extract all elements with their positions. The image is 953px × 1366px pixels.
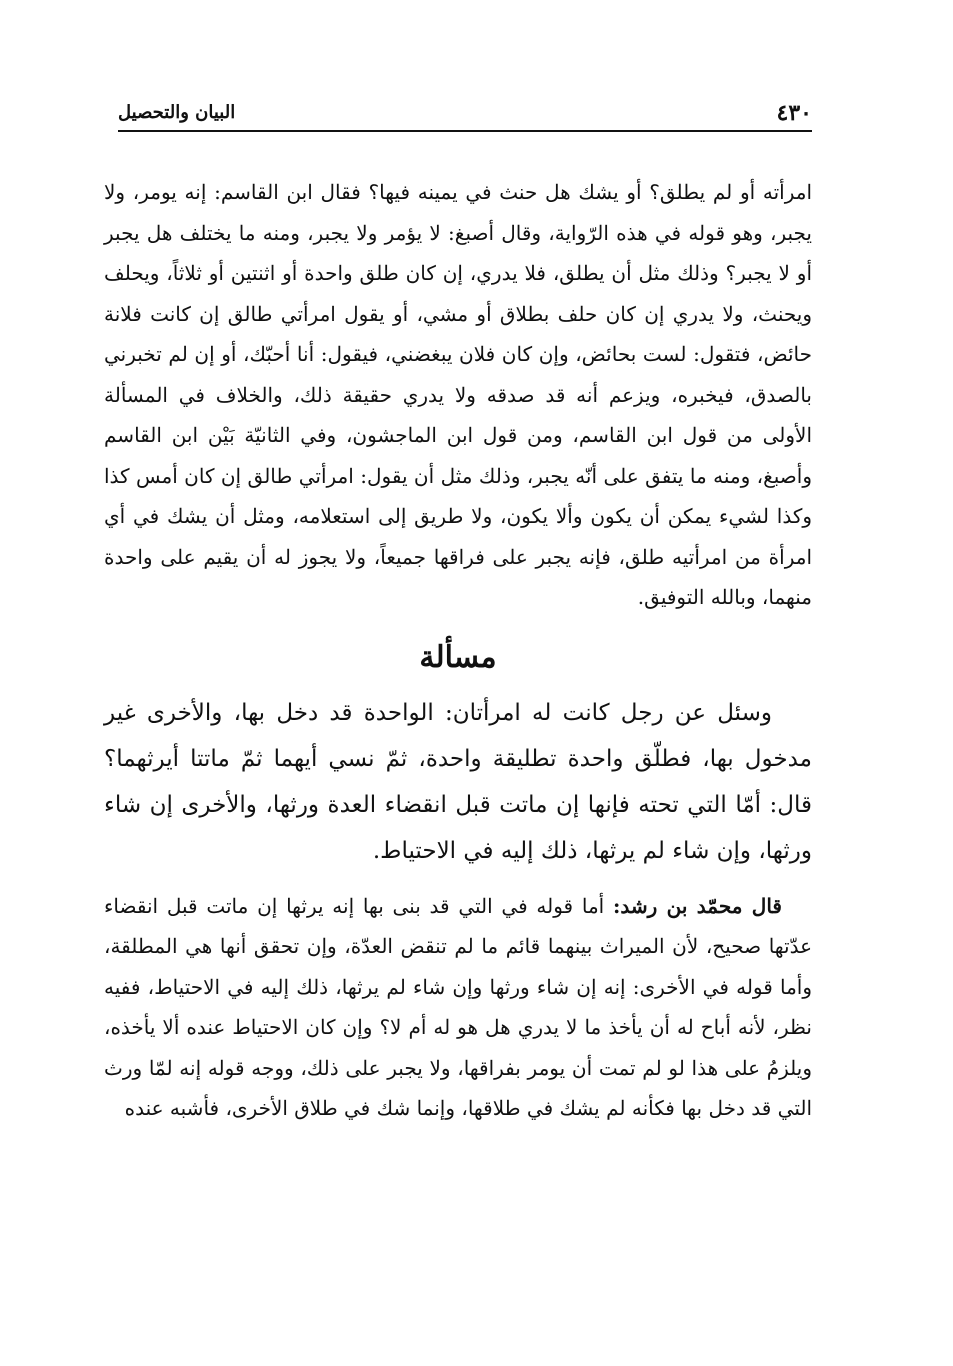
page-header <box>118 96 812 132</box>
question-paragraph: وسئل عن رجل كانت له امرأتان: الواحدة قد دخل بها، والأخرى غير مدخول بها، فطلّق واحدة تطليقة واحدة، ثمّ نسي أيهما ثمّ ماتتا أيرثهما؟قال: أمّا التي تحته فإنها إن ماتت قبل انقضاء العدة ورثها، والأخرى إن شاء ورثها، وإن شاء لم يرثها، ذلك إليه في الاحتياط. <box>104 699 812 864</box>
answer-speaker: قال محمّد بن رشد: <box>612 893 782 918</box>
answer-paragraph <box>104 886 812 1129</box>
paragraph-1: امرأته أو لم يطلق؟ أو يشك هل حنث في يمينه فيها؟ فقال ابن القاسم: إنه يومر، ولا يجبر، وهو قوله في هذه الرّواية، وقال أصبغ: لا يؤمر ولا يجبر، ومنه ما يختلف هل يجبر أو لا يجبر؟ وذلك مثل أن يطلق، فلا يدري، إن كان طلق واحدة أو اثنتين أو ثلاثاً، ويحلف ويحنث، ولا يدري إن كان حلف بطلاق أو مشي، أو يقول امرأتي طالق إن كانت فلانة حائض، فتقول: لست بحائض، وإن كان فلان يبغضني، فيقول: أنا أحبّك، أو إن لم تخبرني بالصدق، فيخبره، ويزعم أنه قد صدقه ولا يدري حقيقة ذلك، والخلاف في المسألة الأولى من قول ابن القاسم، ومن قول ابن الماجشون، وفي الثانيّة بَيْن ابن القاسم وأصبغ، ومنه ما يتفق على أنّه يجبر، وذلك مثل أن يقول: امرأتي طالق إن كان أمس كذا وكذا لشيء يمكن أن يكون وألا يكون، ولا طريق إلى استعلامه، ومثل أن يشك في أي امرأة من امرأتيه طلق، فإنه يجبر على فراقها جميعاً، ولا يجوز له أن يقيم على واحدة منهما، وبالله التوفيق. <box>104 180 812 609</box>
answer-text: أما قوله في التي قد بنى بها إنه يرثها إن ماتت قبل انقضاء عدّتها صحيح، لأن الميراث بينهما قائم ما لم تنقض العدّة، وإن تحقق أنها هي المطلقة، وأما قوله في الأخرى: إنه إن شاء ورثها وإن شاء لم يرثها، ذلك إليه في الاحتياط، ففيه نظر، لأنه أباح له أن يأخذ ما لا يدري هل هو له أم لا؟ وإن كان الاحتياط عنده ألا يأخذه، ويلزمُ على هذا لو لم تمت أن يومر بفراقها، ولا يجبر على ذلك، ووجه قوله إنه لمّا ورث التي قد دخل بها فكأنه لم يشك في طلاقها، وإنما شك في طلاق الأخرى، فأشبه عنده <box>104 893 812 1120</box>
page-body <box>104 172 812 1129</box>
section-title: مسألة <box>419 639 497 675</box>
running-title: البيان والتحصيل <box>118 102 236 123</box>
page-number: ٤٣٠ <box>776 100 812 126</box>
